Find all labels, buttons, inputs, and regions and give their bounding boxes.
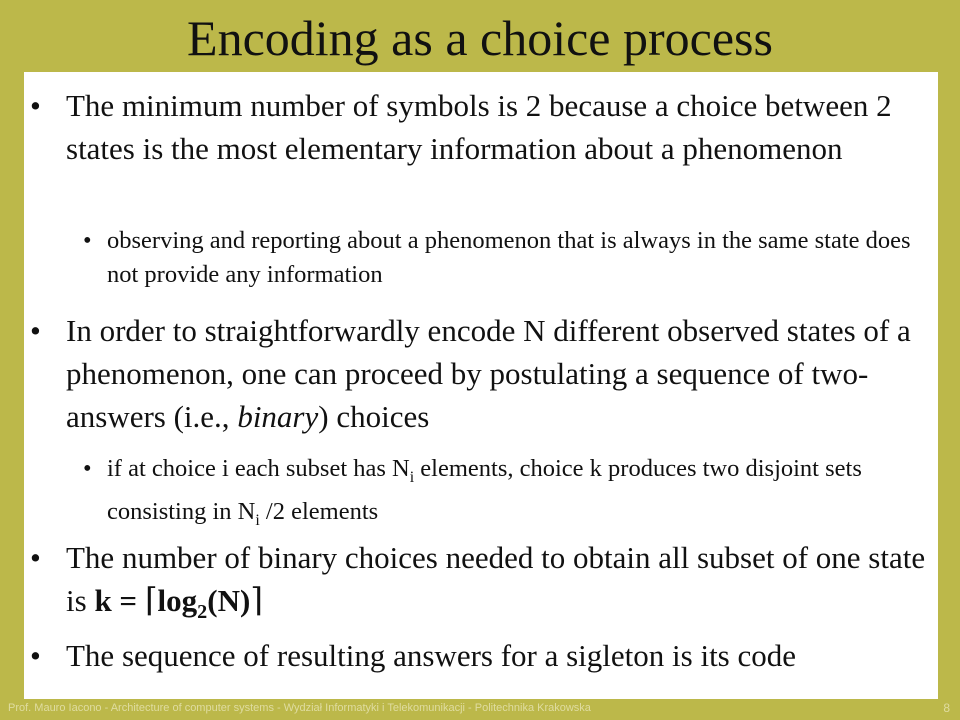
bullet-dot: • [30,638,41,673]
bullet-dot: • [30,88,41,123]
bullet-text: The sequence of resulting answers for a sigleton is its code [66,638,797,673]
slide-title: Encoding as a choice process [187,10,773,66]
page-number: 8 [943,701,950,715]
bullet-text: observing and reporting about a phenomenon that is always in the same state does not provide any information [107,227,911,288]
slide-content [24,72,938,699]
bullet-text-c: /2 elements [259,497,379,525]
slide-footer: Prof. Mauro Iacono - Architecture of computer systems - Wydział Informatyki i Telekomunikacji - Politechnika Krakowska [8,702,591,714]
bullet-text-b: ) choices [318,399,430,434]
subbullet-subset-elements [83,452,937,538]
bullet-dot: • [83,227,92,254]
bullet-text-a: if at choice i each subset has N [107,455,410,482]
ceil-left-bracket: ⌈ [144,583,158,619]
subbullet-same-state [83,224,937,292]
bullet-text-a: The number of binary choices needed to obtain all subset of one state is [66,540,926,618]
binary-emphasis: binary [237,399,319,434]
formula-log: log [157,583,198,618]
bullet-minimum-symbols [30,84,936,170]
bullet-dot: • [30,540,41,575]
ceil-right-bracket: ⌉ [250,583,263,619]
subscript-i: i [409,468,415,486]
bullet-dot: • [30,313,41,348]
subscript-i: i [255,511,260,529]
bullet-text-a: In order to straightforwardly encode N different observed states of a phenomenon, one can proceed by postulating a sequence of two-answers (i.e., [66,313,911,434]
bullet-text-b: elements, choice k produces two disjoint sets consisting in N [107,455,862,525]
bullet-encode-n-states [30,309,936,438]
bullet-dot: • [83,455,92,482]
bullet-text: The minimum number of symbols is 2 because a choice between 2 states is the most elementary information about a phenomenon [66,88,892,166]
formula-arg: (N) [207,583,251,618]
bullet-binary-choices [30,536,936,634]
formula-log-base: 2 [197,601,208,624]
bullet-sequence-code [30,634,936,677]
formula-k: k = [94,583,145,618]
formula [94,583,263,624]
